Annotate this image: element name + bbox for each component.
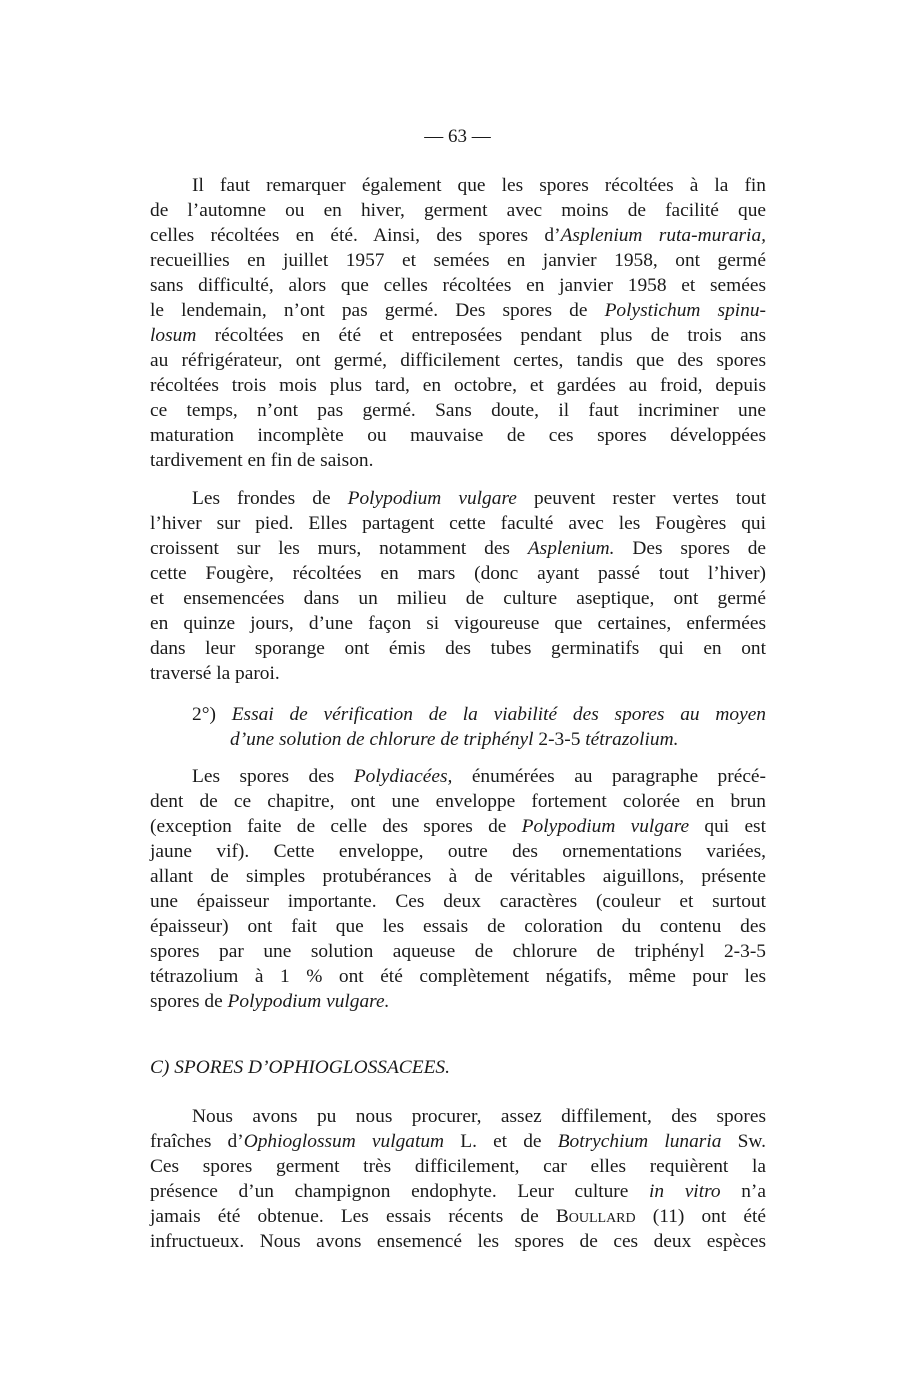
text-line: épaisseur) ont fait que les essais de coloration du contenu des bbox=[150, 916, 766, 937]
subheading-line: 2°) Essai de vérification de la viabilité des spores au moyen bbox=[192, 704, 766, 725]
section-c-heading bbox=[150, 1055, 766, 1080]
paragraph-4 bbox=[150, 1104, 766, 1254]
text-line: et ensemencées dans un milieu de culture aseptique, ont germé bbox=[150, 588, 766, 609]
text-line: ce temps, n’ont pas germé. Sans doute, il faut incriminer une bbox=[150, 400, 766, 421]
paragraph-1 bbox=[150, 173, 766, 473]
text-line: maturation incomplète ou mauvaise de ces spores développées bbox=[150, 425, 766, 446]
text-line: fraîches d’Ophioglossum vulgatum L. et de Botrychium lunaria Sw. bbox=[150, 1131, 766, 1152]
text-line: spores par une solution aqueuse de chlorure de triphényl 2-3-5 bbox=[150, 941, 766, 962]
text-line: Les spores des Polydiacées, énumérées au paragraphe précé- bbox=[192, 766, 766, 787]
paragraph-2 bbox=[150, 486, 766, 686]
text-line: Ces spores germent très difficilement, car elles requièrent la bbox=[150, 1156, 766, 1177]
text-line: (exception faite de celle des spores de Polypodium vulgare qui est bbox=[150, 816, 766, 837]
text-line: présence d’un champignon endophyte. Leur culture in vitro n’a bbox=[150, 1181, 766, 1202]
text-line: recueillies en juillet 1957 et semées en janvier 1958, ont germé bbox=[150, 250, 766, 271]
text-line: Il faut remarquer également que les spores récoltées à la fin bbox=[192, 175, 766, 196]
text-line: récoltées trois mois plus tard, en octobre, et gardées au froid, depuis bbox=[150, 375, 766, 396]
text-line: Les frondes de Polypodium vulgare peuvent rester vertes tout bbox=[192, 488, 766, 509]
text-line: jamais été obtenue. Les essais récents de Boullard (11) ont été bbox=[150, 1206, 766, 1227]
text-line: croissent sur les murs, notamment des Asplenium. Des spores de bbox=[150, 538, 766, 559]
text-line: jaune vif). Cette enveloppe, outre des ornementations variées, bbox=[150, 841, 766, 862]
subheading bbox=[150, 702, 766, 752]
text-line: cette Fougère, récoltées en mars (donc ayant passé tout l’hiver) bbox=[150, 563, 766, 584]
text-line: sans difficulté, alors que celles récoltées en janvier 1958 et semées bbox=[150, 275, 766, 296]
text-line: le lendemain, n’ont pas germé. Des spores de Polystichum spinu- bbox=[150, 300, 767, 321]
text-line: dent de ce chapitre, ont une enveloppe fortement colorée en brun bbox=[150, 791, 766, 812]
text-line: allant de simples protubérances à de véritables aiguillons, présente bbox=[150, 866, 766, 887]
subheading-line: d’une solution de chlorure de triphényl 2-3-5 tétrazolium. bbox=[230, 729, 679, 750]
text-line: une épaisseur importante. Ces deux caractères (couleur et surtout bbox=[150, 891, 766, 912]
text-line: Nous avons pu nous procurer, assez diffilement, des spores bbox=[192, 1106, 766, 1127]
text-line: en quinze jours, d’une façon si vigoureuse que certaines, enfermées bbox=[150, 613, 766, 634]
text-line: dans leur sporange ont émis des tubes germinatifs qui en ont bbox=[150, 638, 766, 659]
text-line: l’hiver sur pied. Elles partagent cette faculté avec les Fougères qui bbox=[150, 513, 766, 534]
text-line: spores de Polypodium vulgare. bbox=[150, 991, 390, 1012]
text-line: au réfrigérateur, ont germé, difficilement certes, tandis que des spores bbox=[150, 350, 766, 371]
paragraph-3 bbox=[150, 764, 766, 1014]
text-line: traversé la paroi. bbox=[150, 663, 280, 684]
page-number: — 63 — bbox=[424, 126, 491, 147]
text-line: tétrazolium à 1 % ont été complètement négatifs, même pour les bbox=[150, 966, 766, 987]
text-line: infructueux. Nous avons ensemencé les spores de ces deux espèces bbox=[150, 1231, 766, 1252]
section-title: C) SPORES D’OPHIOGLOSSACEES. bbox=[150, 1057, 450, 1078]
text-line: celles récoltées en été. Ainsi, des spores d’Asplenium ruta-muraria, bbox=[150, 225, 766, 246]
text-line: tardivement en fin de saison. bbox=[150, 450, 374, 471]
text-line: losum récoltées en été et entreposées pendant plus de trois ans bbox=[150, 325, 766, 346]
text-line: de l’automne ou en hiver, germent avec moins de facilité que bbox=[150, 200, 766, 221]
